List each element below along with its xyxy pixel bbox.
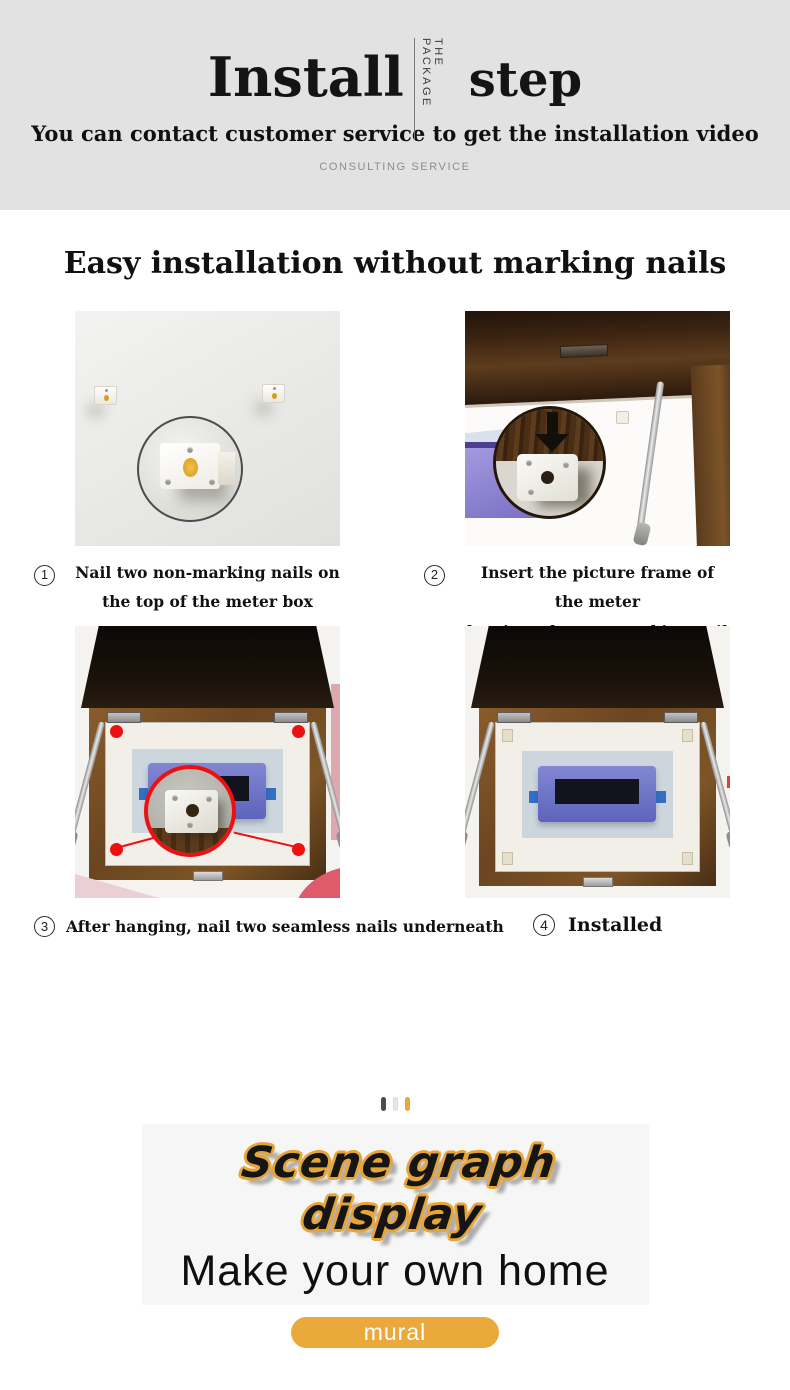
step1-caption-line2: the top of the meter box [102,592,313,612]
install-steps-section [0,246,790,937]
screw-icon [172,795,178,801]
hinge-icon [664,712,698,723]
bracket-hole [541,471,554,484]
screw-icon [165,479,171,485]
steps-row-1 [40,311,730,620]
title-the-package-vertical: THE PACKAGE [414,38,444,140]
screw-icon [187,822,193,828]
title-install: Install [207,45,404,109]
divider-bar-gold [405,1097,410,1111]
divider-bars [0,1097,790,1111]
screw-icon [187,447,193,453]
step2-caption-line1: Insert the picture frame of the meter [480,563,715,612]
scene-panel [142,1124,649,1305]
step3-caption-text: After hanging, nail two seamless nails underneath [66,917,504,936]
divider-bar-light [393,1097,398,1111]
bracket-side-flap [218,452,235,485]
step4-caption [533,914,730,936]
gas-strut-end [633,522,652,546]
bracket-hole [186,804,199,817]
hinge-icon [274,712,308,723]
frame-mat [495,722,700,872]
screw-icon [209,479,215,485]
hinge-icon [497,712,531,723]
install-step-2 [430,311,730,620]
down-arrow-icon [547,412,558,435]
scene-graph-display-title: Scene graph display [238,1138,559,1240]
step4-number-badge: 4 [533,914,555,936]
package-header [0,0,790,210]
step2-number-badge: 2 [424,565,445,586]
hinge-plate [560,344,608,358]
step1-photo-wall-brackets [75,311,340,546]
nail-bracket-closeup [160,443,220,489]
scene-graph-section [0,1097,790,1390]
wood-frame-top [465,311,730,405]
corner-clip [682,729,693,742]
nail-bracket-closeup [165,790,218,833]
step3-photo-hanging-marked [75,626,340,898]
red-magnifier-circle [144,765,236,857]
corner-clip [682,852,693,865]
step1-number-badge: 1 [34,565,55,586]
title-step: step [468,52,583,108]
screw-icon [526,460,532,466]
step3-caption [34,916,504,937]
mural-tag-button[interactable]: mural [291,1317,499,1348]
step4-caption-text: Installed [568,914,663,936]
nail-bracket-closeup [517,454,578,501]
wood-frame-right [691,364,730,546]
bracket-screw-dot [273,387,276,390]
frame-latch [193,871,223,881]
nail-slot-clip [616,411,629,424]
corner-clip [502,729,513,742]
bracket-yellow-oval [183,458,198,477]
step2-caption [430,558,730,620]
screw-icon [563,462,569,468]
red-edge-mark [727,776,730,788]
install-step-3 [40,626,504,937]
meter-box-recess [522,751,674,838]
pink-corner-accent [75,874,159,898]
distribution-box [538,766,656,822]
step1-caption [40,558,340,620]
install-step-title [0,0,790,109]
hinge-icon [107,712,141,723]
open-lid [81,626,334,708]
bracket-screw-dot [105,389,108,392]
step1-caption-line1: Nail two non-marking nails on [75,563,340,582]
nail-bracket-left [94,386,117,405]
gas-strut [637,381,665,529]
step2-photo-frame-corner [465,311,730,546]
magnifier-circle-inset [493,406,606,519]
distribution-box-window [555,779,639,804]
red-marker-dot [110,843,123,856]
bracket-yellow-dot [104,395,109,401]
bracket-yellow-dot [272,393,277,399]
down-arrow-icon [535,434,569,452]
open-lid [471,626,724,708]
red-marker-dot [292,725,305,738]
easy-installation-heading: Easy installation without marking nails [63,246,727,281]
install-step-1 [40,311,340,620]
install-step-4 [465,626,730,937]
contact-service-subtitle: You can contact customer service to get the installation video [31,121,759,146]
screw-icon [528,489,534,495]
step3-number-badge: 3 [34,916,55,937]
red-marker-dot [292,843,305,856]
magnifier-circle-inset [137,416,243,522]
wood-picture-frame [479,708,716,886]
consulting-service-label: CONSULTING SERVICE [319,161,471,173]
steps-row-2 [40,626,730,937]
corner-clip [502,852,513,865]
nail-bracket-right [262,384,285,403]
divider-bar-dark [381,1097,386,1111]
step4-photo-installed [465,626,730,898]
screw-icon [206,796,212,802]
frame-latch [583,877,613,887]
red-marker-dot [110,725,123,738]
make-your-own-home-subtitle: Make your own home [180,1247,610,1296]
